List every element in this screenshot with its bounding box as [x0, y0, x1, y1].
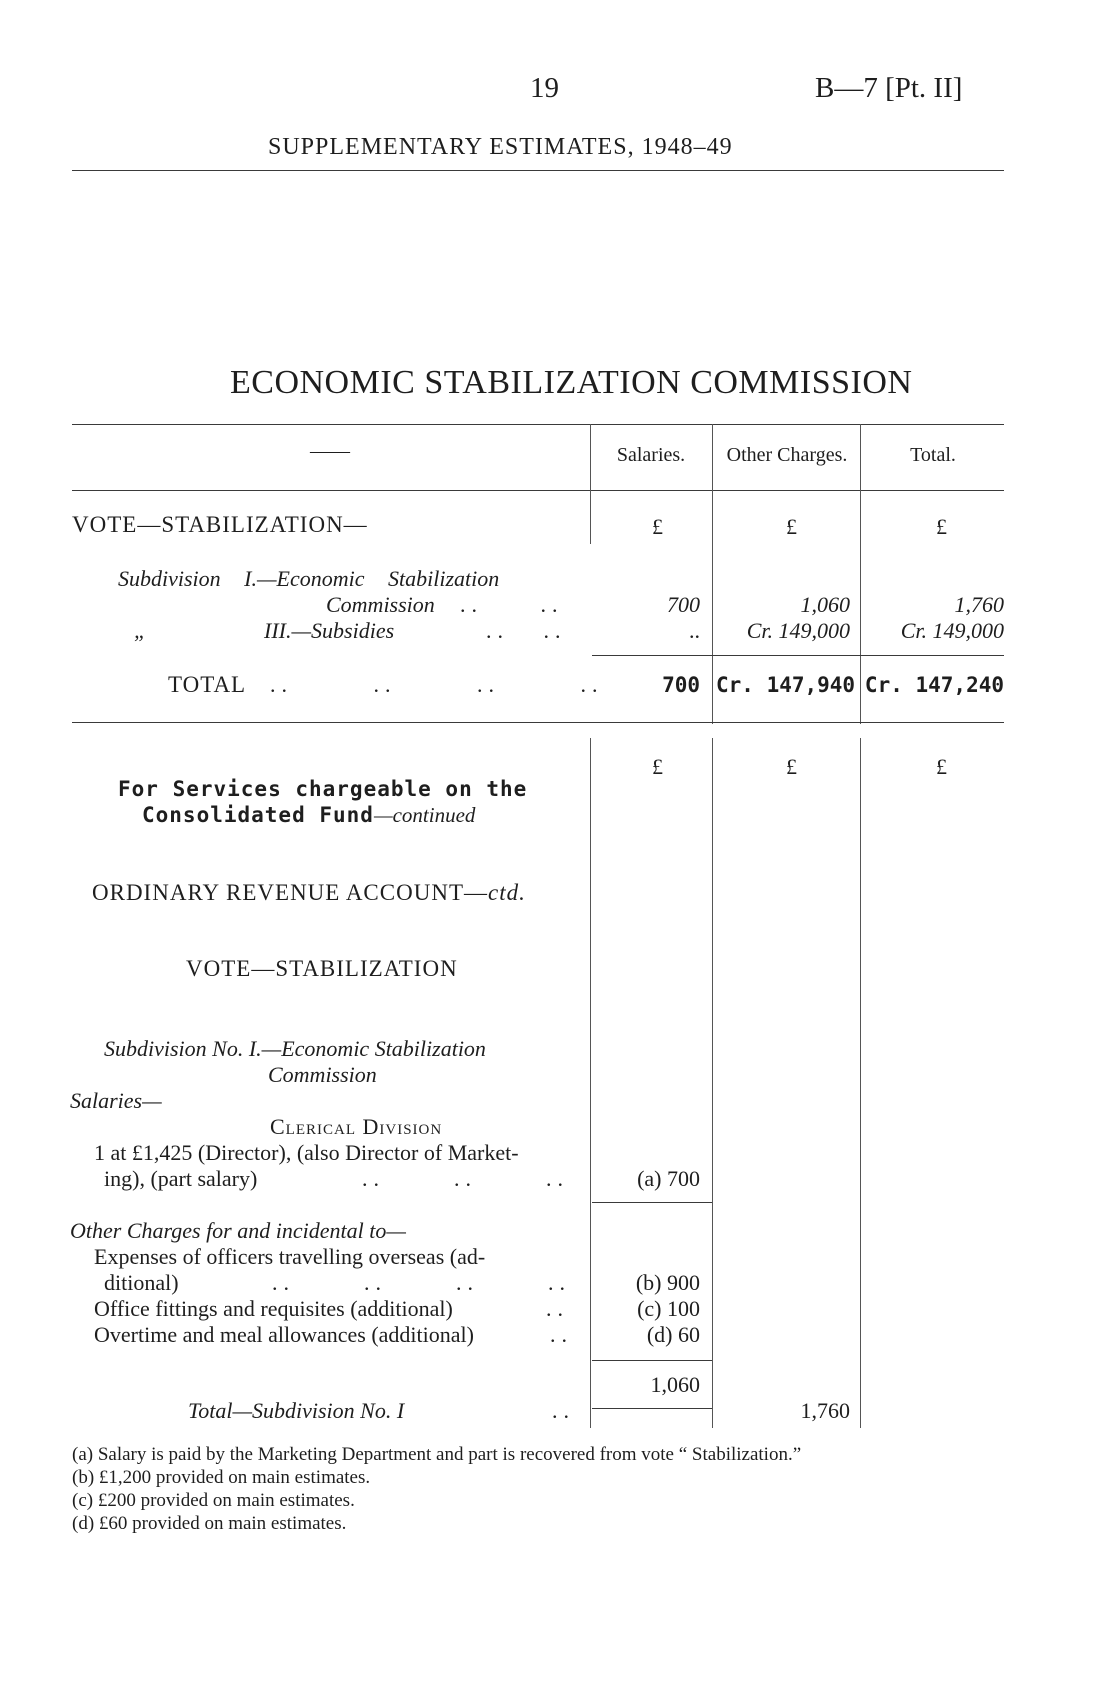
other-charges-subtotal: 1,060: [650, 1372, 700, 1397]
header-rule: [72, 170, 1004, 171]
footnote-c: (c) £200 provided on main estimates.: [72, 1490, 355, 1511]
total-subdivision-label: Total—Subdivision No. I: [188, 1398, 405, 1423]
subtotal-rule: [592, 1408, 712, 1409]
total-salaries: 700: [662, 673, 700, 697]
detail-currency-1: £: [652, 754, 663, 779]
services-heading-continued: —continued: [373, 803, 476, 827]
expenses-line-1: Expenses of officers travelling overseas (ad-: [94, 1244, 486, 1269]
row1-total: 1,760: [954, 592, 1004, 617]
total-leader: .. .. .. ..: [270, 672, 604, 697]
row2-leader: .. ..: [486, 618, 567, 643]
row1-leader: .. ..: [460, 592, 564, 617]
row1-other-charges: 1,060: [800, 592, 850, 617]
total-subdivision-leader: ..: [552, 1398, 575, 1423]
document-reference: B—7 [Pt. II]: [815, 72, 963, 104]
table-bottom-rule: [72, 722, 1004, 723]
office-leader: ..: [546, 1296, 569, 1321]
overtime-amount: (d) 60: [646, 1322, 700, 1347]
column-header-total: Total.: [910, 444, 956, 466]
vote-label: VOTE—STABILIZATION—: [72, 512, 368, 537]
total-label: TOTAL: [168, 672, 247, 697]
page-title: ECONOMIC STABILIZATION COMMISSION: [230, 364, 913, 401]
office-amount: (c) 100: [637, 1296, 700, 1321]
director-leader: .. .. ..: [362, 1166, 569, 1191]
table-top-rule: [72, 424, 1004, 425]
expenses-amount: (b) 900: [635, 1270, 700, 1295]
director-amount: (a) 700: [637, 1166, 700, 1191]
total-rule: [592, 655, 1004, 656]
total-total: Cr. 147,240: [864, 673, 1004, 697]
overtime-line: Overtime and meal allowances (additional): [94, 1322, 474, 1347]
currency-other: £: [786, 514, 797, 539]
vote-heading: VOTE—STABILIZATION: [186, 956, 458, 981]
salaries-label: Salaries—: [70, 1088, 162, 1113]
col-divider-other: [712, 424, 713, 724]
clerical-division-heading: Clerical Division: [270, 1114, 443, 1139]
row1-label-a: Subdivision I.—Economic Stabilization: [118, 566, 500, 591]
subdivision-heading-1: Subdivision No. I.—Economic Stabilization: [104, 1036, 486, 1061]
detail-col-divider-2: [712, 738, 713, 1428]
office-line: Office fittings and requisites (additional): [94, 1296, 453, 1321]
row2-ditto: „: [134, 618, 147, 643]
other-charges-rule: [592, 1360, 712, 1361]
column-header-other-charges: Other Charges.: [726, 444, 848, 466]
footnote-a: (a) Salary is paid by the Marketing Department and part is recovered from vote “ Stabilization.”: [72, 1444, 802, 1465]
currency-total: £: [936, 514, 947, 539]
col-divider-total: [860, 424, 861, 724]
ordinary-revenue-label: ORDINARY REVENUE ACCOUNT—: [92, 880, 488, 905]
row2-label: III.—Subsidies: [264, 618, 395, 643]
services-heading-line2: [142, 803, 475, 828]
running-title: SUPPLEMENTARY ESTIMATES, 1948–49: [268, 134, 733, 160]
salaries-rule: [592, 1202, 712, 1203]
row1-label-b: Commission: [326, 592, 435, 617]
detail-col-divider-1: [590, 738, 591, 1428]
total-subdivision-amount: 1,760: [800, 1398, 850, 1423]
expenses-line-2: ditional): [104, 1270, 179, 1295]
detail-currency-2: £: [786, 754, 797, 779]
overtime-leader: ..: [550, 1322, 573, 1347]
expenses-leader: .. .. .. ..: [272, 1270, 571, 1295]
services-heading-line1: For Services chargeable on the: [118, 777, 528, 801]
total-other-charges: Cr. 147,940: [716, 673, 856, 697]
col-divider-salaries: [590, 424, 591, 544]
column-header-blank: ——: [310, 440, 350, 462]
table-header-rule: [72, 490, 1004, 491]
footnote-b: (b) £1,200 provided on main estimates.: [72, 1467, 371, 1488]
ordinary-revenue-heading: [92, 880, 526, 906]
director-line-1: 1 at £1,425 (Director), (also Director of Market-: [94, 1140, 519, 1165]
row2-salaries: ..: [689, 618, 700, 643]
ordinary-revenue-ctd: ctd.: [488, 880, 526, 905]
column-header-salaries: Salaries.: [616, 444, 686, 466]
director-line-2: ing), (part salary): [104, 1166, 258, 1191]
detail-col-divider-3: [860, 738, 861, 1428]
other-charges-label: Other Charges for and incidental to—: [70, 1218, 406, 1243]
services-heading-consolidated: Consolidated Fund: [142, 803, 374, 827]
subdivision-heading-2: Commission: [268, 1062, 377, 1087]
footnote-d: (d) £60 provided on main estimates.: [72, 1513, 347, 1534]
currency-salaries: £: [652, 514, 663, 539]
page-number: 19: [530, 72, 559, 104]
row2-other-charges: Cr. 149,000: [746, 618, 850, 643]
row2-total: Cr. 149,000: [900, 618, 1004, 643]
row1-salaries: 700: [667, 592, 700, 617]
detail-currency-3: £: [936, 754, 947, 779]
